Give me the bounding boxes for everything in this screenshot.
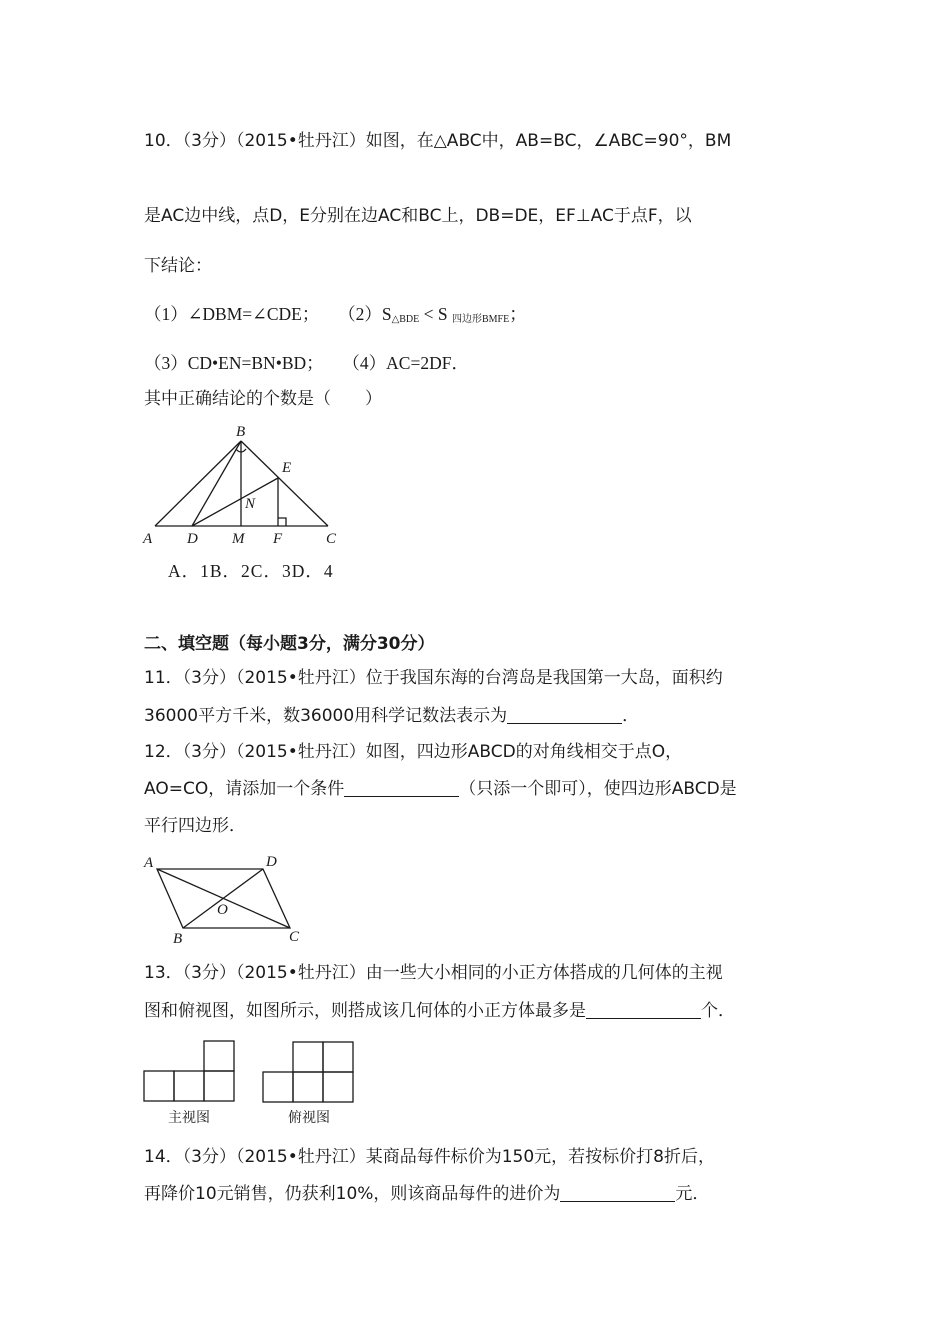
q12-line-3: 平行四边形． xyxy=(144,816,246,836)
svg-text:N: N xyxy=(245,496,256,512)
q10-question: 其中正确结论的个数是（ ） xyxy=(144,389,382,409)
section-2-heading: 二、填空题（每小题3分，满分30分） xyxy=(144,634,435,654)
front-view-caption: 主视图 xyxy=(168,1110,210,1126)
svg-text:M: M xyxy=(232,531,245,547)
q10-options: A．1B．2C．3D．4 xyxy=(168,561,334,581)
svg-text:B: B xyxy=(236,424,246,440)
q10-conclusion-1: （1）∠DBM=∠CDE； xyxy=(144,304,320,324)
front-view xyxy=(144,1041,234,1101)
svg-text:D: D xyxy=(187,531,198,547)
top-view-caption: 俯视图 xyxy=(288,1110,330,1126)
q11-line-2: 36000平方千米，数36000用科学记数法表示为 ． xyxy=(144,706,640,726)
svg-text:E: E xyxy=(282,460,292,476)
q10-line-2: 是AC边中线，点D，E分别在边AC和BC上，DB=DE，EF⊥AC于点F，以 xyxy=(144,206,692,226)
q13-line-2: 图和俯视图，如图所示，则搭成该几何体的小正方体最多是 个． xyxy=(144,1001,735,1021)
q14-line-1: 14．（3分）（2015•牡丹江）某商品每件标价为150元，若按标价打8折后， xyxy=(144,1147,716,1167)
q12-line-1: 12．（3分）（2015•牡丹江）如图，四边形ABCD的对角线相交于点O， xyxy=(144,742,683,762)
q10-line-3: 下结论： xyxy=(144,256,212,276)
q10-line-1: 10．（3分）（2015•牡丹江）如图，在△ABC中，AB=BC，∠ABC=90°，BM xyxy=(144,131,732,151)
svg-text:C: C xyxy=(326,531,337,547)
svg-text:A: A xyxy=(144,855,154,871)
svg-text:O: O xyxy=(217,902,228,918)
q14-line-2: 再降价10元销售，仍获利10%，则该商品每件的进价为 元． xyxy=(144,1184,710,1204)
svg-text:C: C xyxy=(289,929,300,945)
q11-line-1: 11．（3分）（2015•牡丹江）位于我国东海的台湾岛是我国第一大岛，面积约 xyxy=(144,668,723,688)
svg-text:D: D xyxy=(266,854,277,870)
q13-line-1: 13．（3分）（2015•牡丹江）由一些大小相同的小正方体搭成的几何体的主视 xyxy=(144,963,723,983)
svg-text:A: A xyxy=(143,531,153,547)
q10-conclusion-3: （3）CD•EN=BN•BD； xyxy=(144,353,324,373)
q12-line-2: AO=CO，请添加一个条件 （只添一个即可），使四边形ABCD是 xyxy=(144,779,737,799)
top-view xyxy=(263,1042,353,1102)
svg-text:B: B xyxy=(173,931,183,947)
svg-text:F: F xyxy=(273,531,283,547)
q14-answer-blank[interactable] xyxy=(560,1183,675,1202)
q10-conclusion-2: $(2)S_{\triangle BDE} < S$ $_{四边形BMFE}$； xyxy=(338,304,527,325)
q10-conclusion-4: （4）AC=2DF． xyxy=(342,353,469,373)
